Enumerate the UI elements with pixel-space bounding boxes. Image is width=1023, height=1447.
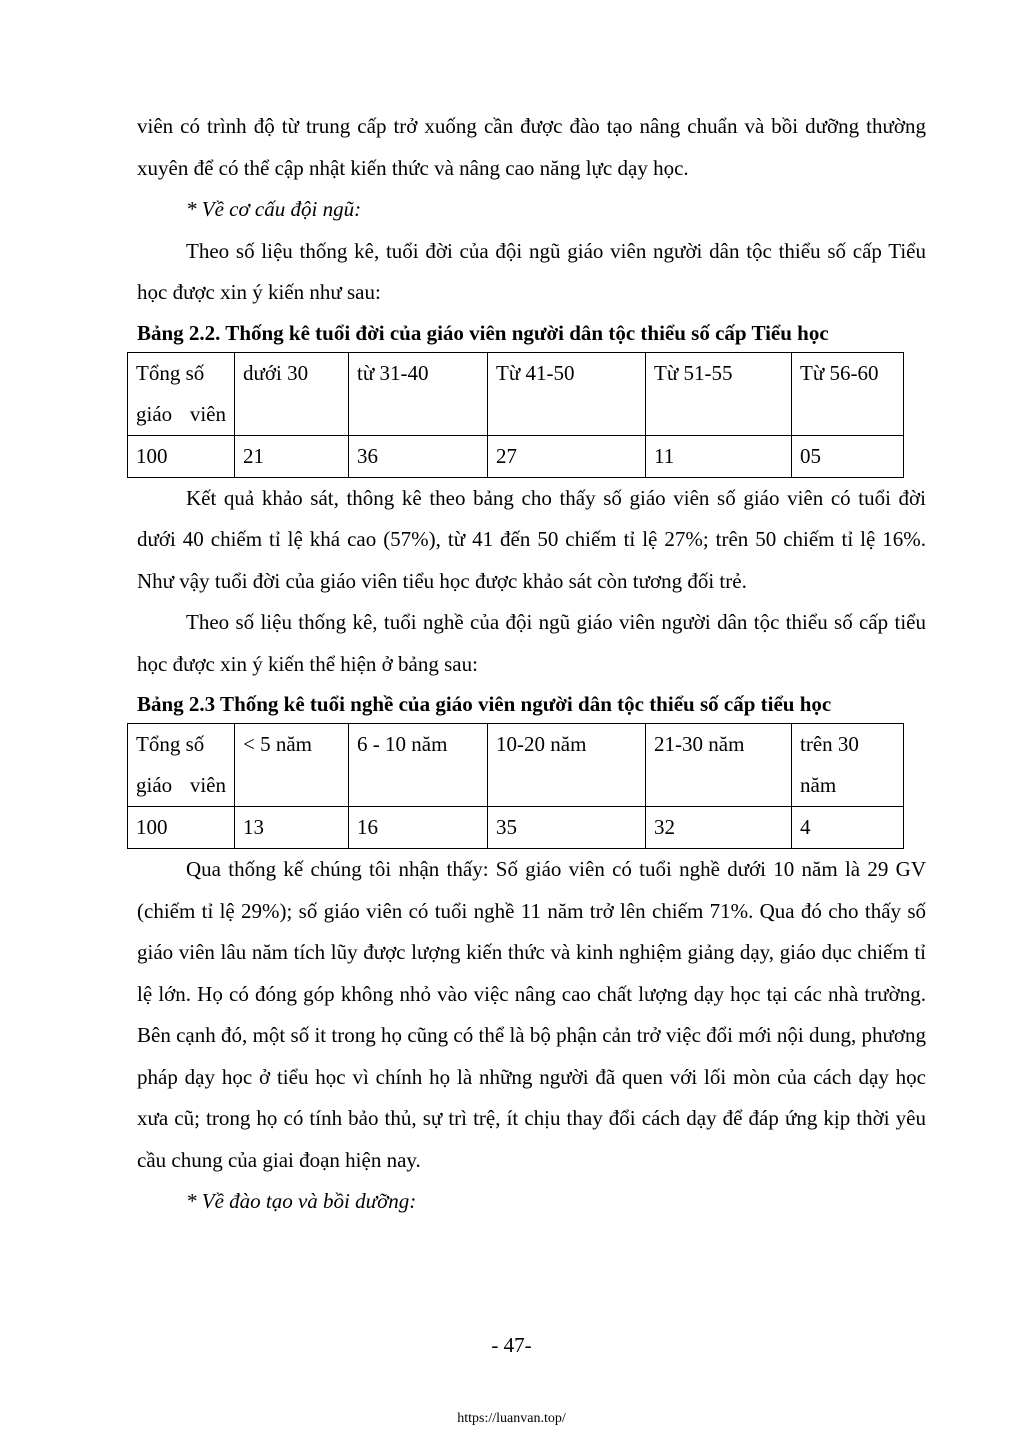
table-cell: 05 xyxy=(792,435,904,477)
table-row xyxy=(128,435,904,477)
table-header-cell: Tổng số giáo viên xyxy=(128,724,235,807)
paragraph-age-intro: Theo số liệu thống kê, tuổi đời của đội ngũ giáo viên người dân tộc thiểu số cấp Tiểu học được xin ý kiến như sau: xyxy=(137,238,926,304)
table-cell: 27 xyxy=(488,435,646,477)
table-cell: 100 xyxy=(128,435,235,477)
footer-url: https://luanvan.top/ xyxy=(457,1411,566,1426)
table-header-cell: Từ 41-50 xyxy=(488,352,646,435)
table-cell: 21 xyxy=(235,435,349,477)
table-cell: 16 xyxy=(349,807,488,849)
table-cell: 100 xyxy=(128,807,235,849)
table-cell: 32 xyxy=(646,807,792,849)
paragraph-seniority-result: Qua thống kế chúng tôi nhận thấy: Số giáo viên có tuổi nghề dưới 10 năm là 29 GV (chiếm tỉ lệ 29%); số giáo viên có tuổi nghề 11 năm trở lên chiếm 71%. Qua đó cho thấy số giáo viên lâu năm tích lũy được lượng kiến thức và kinh nghiệm giảng dạy, giáo dục chiếm tỉ lệ lớn. Họ có đóng góp không nhỏ vào việc nâng cao chất lượng dạy học tại các nhà trường. Bên cạnh đó, một số it trong họ cũng có thể là bộ phận cản trở việc đổi mới nội dung, phương pháp dạy học ở tiểu học vì chính họ là những người đã quen với lối mòn của cách dạy học xưa cũ; trong họ có tính bảo thủ, sự trì trệ, ít chịu thay đổi cách dạy để đáp ứng kịp thời yêu cầu chung của giai đoạn hiện nay. xyxy=(137,857,926,1172)
table-header-cell: Tổng số giáo viên xyxy=(128,352,235,435)
table-seniority-stats xyxy=(127,723,904,849)
table-cell: 4 xyxy=(792,807,904,849)
table-header-cell: trên 30 năm xyxy=(792,724,904,807)
table-header-cell: dưới 30 xyxy=(235,352,349,435)
page-number: - 47- xyxy=(491,1333,532,1357)
section-heading-structure: * Về cơ cấu đội ngũ: xyxy=(186,197,362,221)
table-header-cell: Từ 56-60 xyxy=(792,352,904,435)
table-header-cell: 10-20 năm xyxy=(488,724,646,807)
table-header-cell: 21-30 năm xyxy=(646,724,792,807)
table-cell: 36 xyxy=(349,435,488,477)
table-header-row xyxy=(128,724,904,807)
table-cell: 13 xyxy=(235,807,349,849)
table-age-stats xyxy=(127,352,904,478)
table-cell: 11 xyxy=(646,435,792,477)
paragraph-seniority-intro: Theo số liệu thống kê, tuổi nghề của đội ngũ giáo viên người dân tộc thiểu số cấp tiểu học được xin ý kiến thể hiện ở bảng sau: xyxy=(137,610,926,676)
paragraph-age-result: Kết quả khảo sát, thông kê theo bảng cho thấy số giáo viên số giáo viên có tuổi đời dưới 40 chiếm tỉ lệ khá cao (57%), từ 41 đến 50 chiếm tỉ lệ 27%; trên 50 chiếm tỉ lệ 16%. Như vậy tuổi đời của giáo viên tiểu học được khảo sát còn tương đối trẻ. xyxy=(137,485,926,593)
paragraph-intro: viên có trình độ từ trung cấp trở xuống cần được đào tạo nâng chuẩn và bồi dưỡng thường xuyên để có thể cập nhật kiến thức và nâng cao năng lực dạy học. xyxy=(137,114,926,180)
table-header-cell: < 5 năm xyxy=(235,724,349,807)
table-header-cell: Từ 51-55 xyxy=(646,352,792,435)
table-cell: 35 xyxy=(488,807,646,849)
table-row xyxy=(128,807,904,849)
section-heading-training: * Về đào tạo và bồi dưỡng: xyxy=(186,1189,417,1213)
table-header-cell: từ 31-40 xyxy=(349,352,488,435)
table-header-row xyxy=(128,352,904,435)
table-caption-seniority: Bảng 2.3 Thống kê tuổi nghề của giáo viên người dân tộc thiểu số cấp tiểu học xyxy=(137,692,832,716)
table-caption-age: Bảng 2.2. Thống kê tuổi đời của giáo viên người dân tộc thiểu số cấp Tiểu học xyxy=(137,320,829,345)
table-header-cell: 6 - 10 năm xyxy=(349,724,488,807)
document-body xyxy=(137,106,926,1223)
